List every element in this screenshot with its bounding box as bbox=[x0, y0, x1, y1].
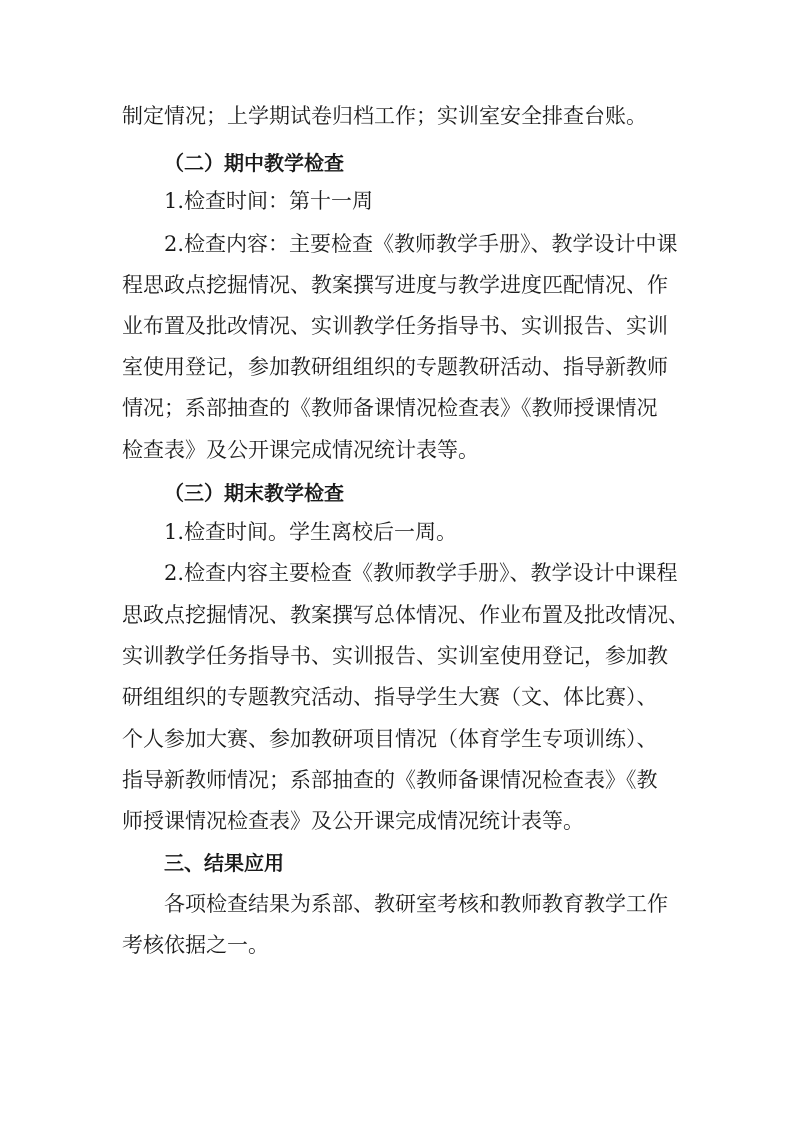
body-text-line: 思政点挖掘情况、教案撰写总体情况、作业布置及批改情况、 bbox=[122, 603, 689, 627]
body-text-line: 1.检查时间：第十一周 bbox=[164, 189, 374, 213]
section-heading-final: （三）期末教学检查 bbox=[164, 481, 344, 505]
body-text-line: 考核依据之一。 bbox=[122, 933, 269, 957]
body-text-line: 研组组织的专题教究活动、指导学生大赛（文、体比赛）、 bbox=[122, 685, 658, 709]
body-text-line: 业布置及批改情况、实训教学任务指导书、实训报告、实训 bbox=[122, 314, 668, 338]
body-text-line: 检查表》及公开课完成情况统计表等。 bbox=[122, 438, 479, 462]
body-text-line: 师授课情况检查表》及公开课完成情况统计表等。 bbox=[122, 809, 584, 833]
body-text-line: 指导新教师情况；系部抽查的《教师备课情况检查表》《教 bbox=[122, 768, 658, 792]
body-text-line: 个人参加大赛、参加教研项目情况（体育学生专项训练）、 bbox=[122, 727, 658, 751]
section-heading-results: 三、结果应用 bbox=[164, 851, 284, 875]
body-text-line: 情况；系部抽查的《教师备课情况检查表》《教师授课情况 bbox=[122, 396, 658, 420]
body-text-line: 2.检查内容：主要检查《教师教学手册》、教学设计中课 bbox=[164, 232, 678, 256]
section-heading-midterm: （二）期中教学检查 bbox=[164, 151, 344, 175]
body-text-line: 1.检查时间。学生离校后一周。 bbox=[164, 520, 458, 544]
body-text-line: 实训教学任务指导书、实训报告、实训室使用登记，参加教 bbox=[122, 644, 668, 668]
body-text-line: 制定情况；上学期试卷归档工作；实训室安全排查台账。 bbox=[122, 104, 647, 128]
body-text-line: 各项检查结果为系部、教研室考核和教师教育教学工作 bbox=[164, 892, 668, 916]
body-text-line: 室使用登记，参加教研组组织的专题教研活动、指导新教师 bbox=[122, 355, 668, 379]
body-text-line: 2.检查内容主要检查《教师教学手册》、教学设计中课程 bbox=[164, 561, 678, 585]
body-text-line: 程思政点挖掘情况、教案撰写进度与教学进度匹配情况、作 bbox=[122, 273, 668, 297]
